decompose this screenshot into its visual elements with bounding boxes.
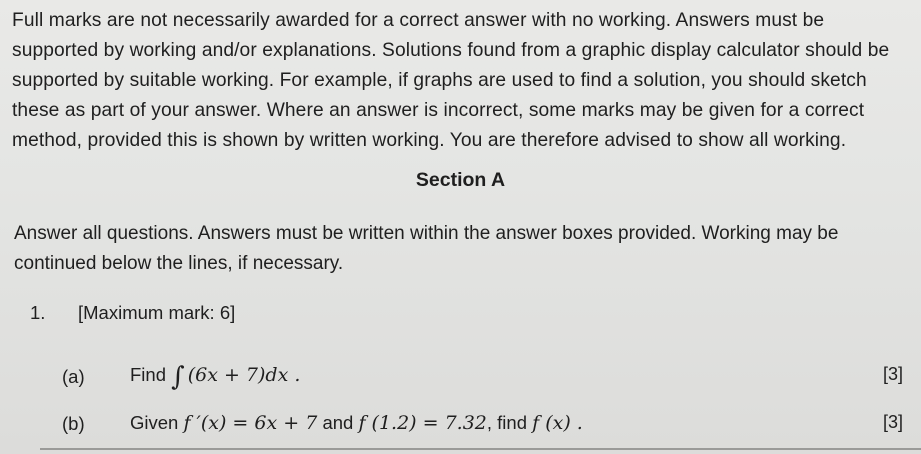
part-a-expression: (6x + 7)dx . bbox=[187, 364, 301, 386]
part-b-value: f (1.2) = 7.32 bbox=[358, 412, 487, 434]
part-b-find-expression: f (x) . bbox=[532, 412, 583, 434]
answer-box-top-rule bbox=[40, 448, 921, 450]
section-title: Section A bbox=[415, 169, 506, 191]
section-instructions bbox=[14, 219, 838, 279]
instruction-line: these as part of your answer. Where an answer is incorrect, some marks may be given for a correct bbox=[12, 100, 865, 121]
part-a-label: (a) bbox=[62, 366, 85, 387]
instruction-line: method, provided this is shown by written working. You are therefore advised to show all working. bbox=[12, 130, 847, 151]
part-a-text bbox=[130, 362, 300, 392]
part-b-connector: and bbox=[322, 412, 354, 433]
part-b-derivative: f ′(x) = 6x + 7 bbox=[183, 412, 318, 434]
instruction-line: supported by suitable working. For example, if graphs are used to find a solution, you should sketch bbox=[12, 70, 867, 91]
part-b-label: (b) bbox=[62, 413, 85, 434]
part-b-verb: Given bbox=[130, 412, 179, 433]
part-b-find: , find bbox=[486, 412, 527, 433]
part-a-verb: Find bbox=[130, 364, 166, 385]
section-instruction-line: continued below the lines, if necessary. bbox=[14, 253, 344, 274]
instruction-line: Full marks are not necessarily awarded for a correct answer with no working. Answers must be bbox=[12, 10, 825, 31]
section-instruction-line: Answer all questions. Answers must be written within the answer boxes provided. Working may be bbox=[14, 223, 839, 244]
instruction-line: supported by working and/or explanations. Solutions found from a graphic display calculator should be bbox=[12, 40, 890, 61]
integral-sign: ∫ bbox=[171, 362, 185, 392]
general-instructions bbox=[12, 6, 912, 156]
question-max-marks: [Maximum mark: 6] bbox=[78, 302, 236, 323]
part-a-integral bbox=[171, 362, 301, 392]
part-b-marks: [3] bbox=[882, 412, 903, 432]
part-b-text bbox=[130, 412, 583, 434]
question-number: 1. bbox=[30, 302, 46, 323]
part-a-marks: [3] bbox=[882, 364, 903, 384]
